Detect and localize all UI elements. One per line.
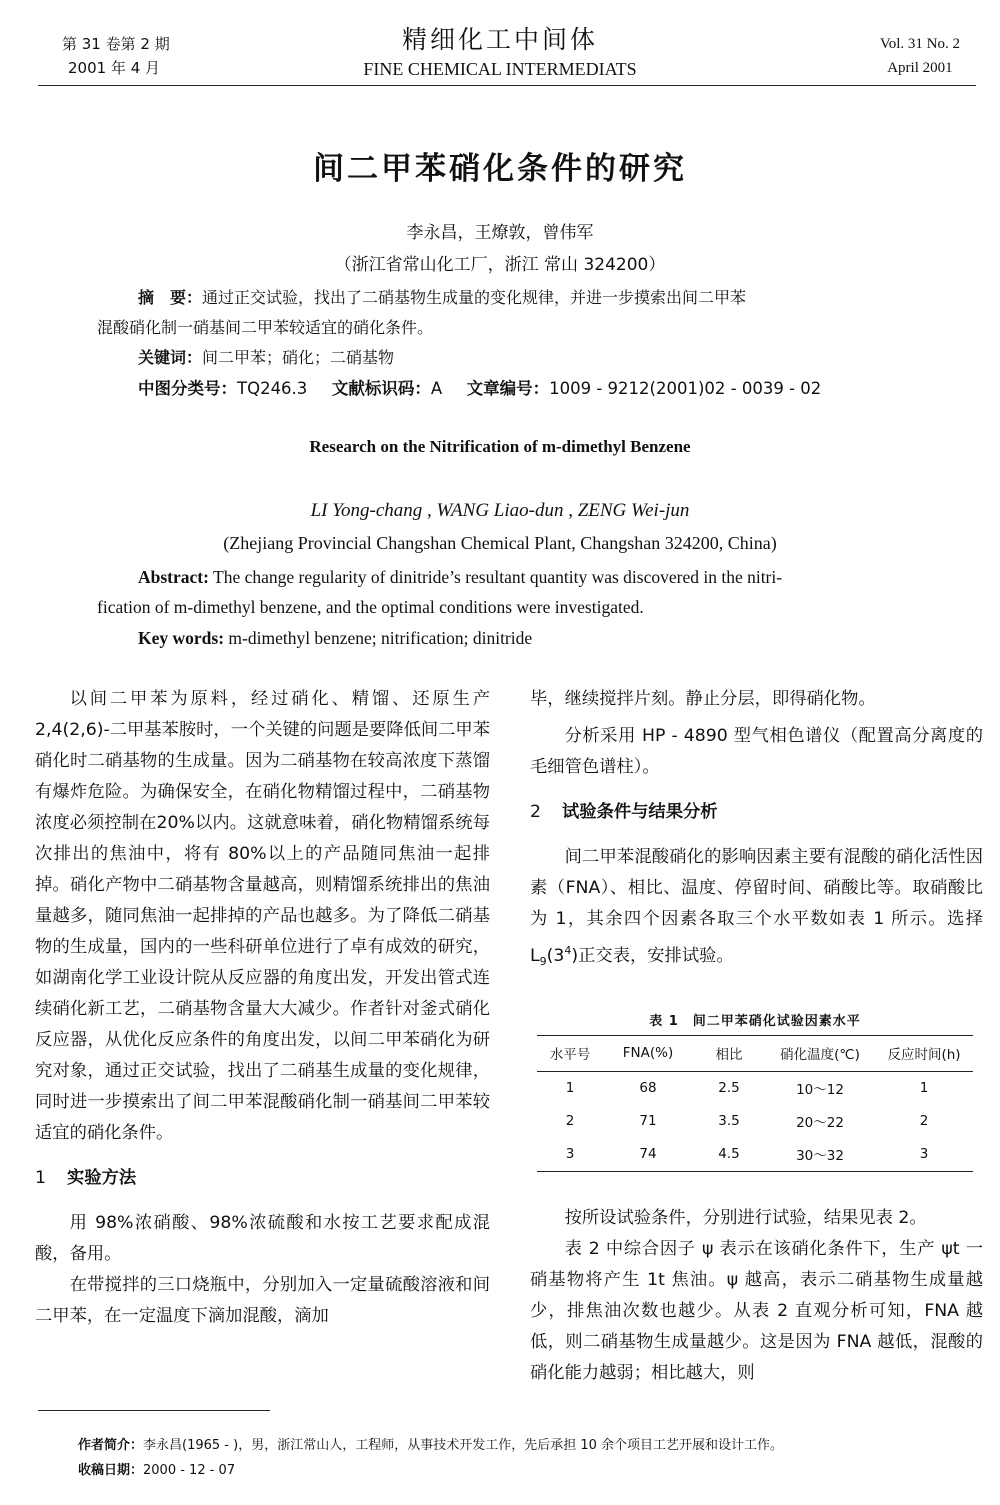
keywords-zh [138,343,394,373]
received-date-label: 收稿日期： [78,1463,144,1478]
table-cell: 4.5 [693,1138,765,1172]
table-cell: 30～32 [765,1138,875,1172]
section-2-number: 2 [530,802,541,822]
author-bio-text: 李永昌(1965 - )，男，浙江常山人，工程师，从事技术开发工作，先后承担 10 余个项目工艺开展和设计工作。 [143,1438,784,1453]
affiliation-zh: （浙江省常山化工厂，浙江 常山 324200） [334,255,666,275]
table-cell: 3 [875,1138,973,1172]
journal-name-en: FINE CHEMICAL INTERMEDIATS [363,59,637,79]
volume-zh: 第 31 卷第 2 期 [62,35,170,53]
keywords-en-label: Key words: [138,628,225,648]
conditions-text-b: )正交表，安排试验。 [571,945,734,966]
received-date-text: 2000 - 12 - 07 [143,1463,236,1478]
table-row [537,1072,973,1106]
author-bio-label: 作者简介： [78,1438,144,1453]
date-zh: 2001 年 4 月 [68,59,161,77]
journal-masthead [0,24,1000,82]
analysis-paragraph: 分析采用 HP - 4890 型气相色谱仪（配置高分离度的毛细管色谱柱）。 [530,726,983,777]
paper-title-en: Research on the Nitrification of m-dimethyl Benzene [309,437,691,456]
table-cell: 20～22 [796,1115,844,1131]
keywords-en-text: m-dimethyl benzene; nitrification; dinitride [224,628,533,648]
table-cell: 68 [639,1080,657,1096]
affiliation-en: (Zhejiang Provincial Changshan Chemical Plant, Changshan 324200, China) [223,533,777,553]
table-cell: 2 [919,1113,929,1129]
received-date [78,1459,235,1478]
volume-en: Vol. 31 No. 2 [879,36,960,52]
method-paragraph-3: 毕，继续搅拌片刻。静止分层，即得硝化物。 [530,689,876,709]
conditions-sub: 9 [539,955,547,969]
table-1-caption: 表 1 间二甲苯硝化试验因素水平 [649,1014,861,1029]
abstract-en-label: Abstract: [138,567,209,587]
keywords-en [138,623,532,653]
keywords-zh-label: 关键词： [138,348,203,367]
section-1-title: 实验方法 [67,1168,137,1188]
table-header-cell: 反应时间(h) [875,1036,973,1072]
method-paragraph-2: 在带搅拌的三口烧瓶中，分别加入一定量硫酸溶液和间二甲苯，在一定温度下滴加混酸，滴加 [35,1275,490,1326]
abstract-zh-text2: 混酸硝化制一硝基间二甲苯较适宜的硝化条件。 [97,318,434,337]
section-1-number: 1 [35,1168,46,1188]
abstract-en-text2: fication of m-dimethyl benzene, and the optimal conditions were investigated. [97,597,644,617]
table-cell: 74 [603,1138,693,1172]
table-header-cell: 相比 [693,1036,765,1072]
table-row [537,1105,973,1138]
conditions-mid: (3 [546,945,565,966]
clc-label: 中图分类号： [138,379,237,398]
table-header-row [537,1036,973,1072]
section-1-heading [35,1163,490,1194]
intro-paragraph: 以间二甲苯为原料，经过硝化、精馏、还原生产2,4(2,6)-二甲基苯胺时，一个关键的问题是要降低间二甲苯硝化时二硝基物的生成量。因为二硝基物在较高浓度下蒸馏有爆炸危险。为确保安全，在硝化物精馏过程中，二硝基物浓度必须控制在20%以内。这就意味着，硝化物精馏系统每次排出的焦油中，将有 80%以上的产品随同焦油一起排掉。硝化产物中二硝基物含量越高，则精馏系统排出的焦油量越多，随同焦油一起排掉的产品也越多。为了降低二硝基物的生成量，国内的一些科研单位进行了卓有成效的研究，如湖南化学工业设计院从反应器的角度出发，开发出管式连续硝化新工艺，二硝基物含量大大减少。作者针对釜式硝化反应器，从优化反应条件的角度出发，以间二甲苯硝化为研究对象，通过正交试验，找出了二硝基生成量的变化规律，同时进一步摸索出了间二甲苯混酸硝化制一硝基间二甲苯较适宜的硝化条件。 [35,689,490,1143]
body-left-column [35,684,490,1332]
abstract-zh-text1: 通过正交试验，找出了二硝基物生成量的变化规律，并进一步摸索出间二甲苯 [202,288,747,307]
table-cell: 3.5 [718,1113,740,1129]
authors-zh: 李永昌，王燎敦，曾伟军 [406,223,594,243]
table-cell: 1 [565,1080,575,1096]
clc-value: TQ246.3 [237,379,308,398]
table-cell: 2.5 [718,1080,740,1096]
abstract-en-line1 [138,562,782,592]
body-right-column-top [530,684,983,977]
section-2-heading [530,797,983,828]
table-cell: 1 [919,1080,929,1096]
abstract-zh-line1 [138,283,746,313]
paper-title-zh: 间二甲苯硝化条件的研究 [313,151,687,187]
abstract-zh-label: 摘 要： [138,288,203,307]
section-2-title: 试验条件与结果分析 [562,802,718,822]
author-bio [78,1434,783,1453]
date-en: April 2001 [887,60,953,76]
article-no-value: 1009 - 9212(2001)02 - 0039 - 02 [549,379,822,398]
issue-info-en [880,32,960,80]
table-cell: 71 [639,1113,657,1129]
article-no-label: 文章编号： [466,379,550,398]
authors-en: LI Yong-chang , WANG Liao-dun , ZENG Wei-jun [310,500,690,521]
journal-name-zh: 精细化工中间体 [401,25,598,54]
keywords-zh-text: 间二甲苯；硝化；二硝基物 [202,348,395,367]
table-header-cell: FNA(%) [603,1036,693,1072]
doc-code-value: A [430,379,443,398]
table-1 [537,1035,973,1172]
results-paragraph-2: 表 2 中综合因子 ψ 表示在该硝化条件下，生产 ψt 一硝基物将产生 1t 焦油。ψ 越高，表示二硝基物生成量越少，排焦油次数也越少。从表 2 直观分析可知，FNA 越低，则二硝基物生成量越少。这是因为 FNA 越低，混酸的硝化能力越弱；相比越大，则 [530,1239,983,1383]
table-cell: 3 [537,1138,603,1172]
conditions-sup: 4 [564,944,572,957]
table-row [537,1138,973,1172]
table-cell: 10～12 [796,1082,844,1098]
table-header-cell: 硝化温度(℃) [765,1036,875,1072]
conditions-text-a: 间二甲苯混酸硝化的影响因素主要有混酸的硝化活性因素（FNA）、相比、温度、停留时间、硝酸比等。取硝酸比为 1，其余四个因素各取三个水平数如表 1 所示。选择 L [530,847,983,966]
table-header-cell: 水平号 [537,1036,603,1072]
table-cell: 2 [565,1113,575,1129]
conditions-paragraph [530,842,983,977]
results-paragraph-1: 按所设试验条件，分别进行试验，结果见表 2。 [564,1208,927,1228]
header-rule [38,85,976,86]
method-paragraph-1: 用 98%浓硝酸、98%浓硫酸和水按工艺要求配成混酸，备用。 [35,1213,490,1264]
abstract-en-text1: The change regularity of dinitride’s resultant quantity was discovered in the nitri- [208,567,783,587]
doc-code-label: 文献标识码： [331,379,431,398]
classification-line [138,374,821,404]
body-right-column-bottom [530,1203,983,1389]
footnote-rule [38,1410,270,1411]
